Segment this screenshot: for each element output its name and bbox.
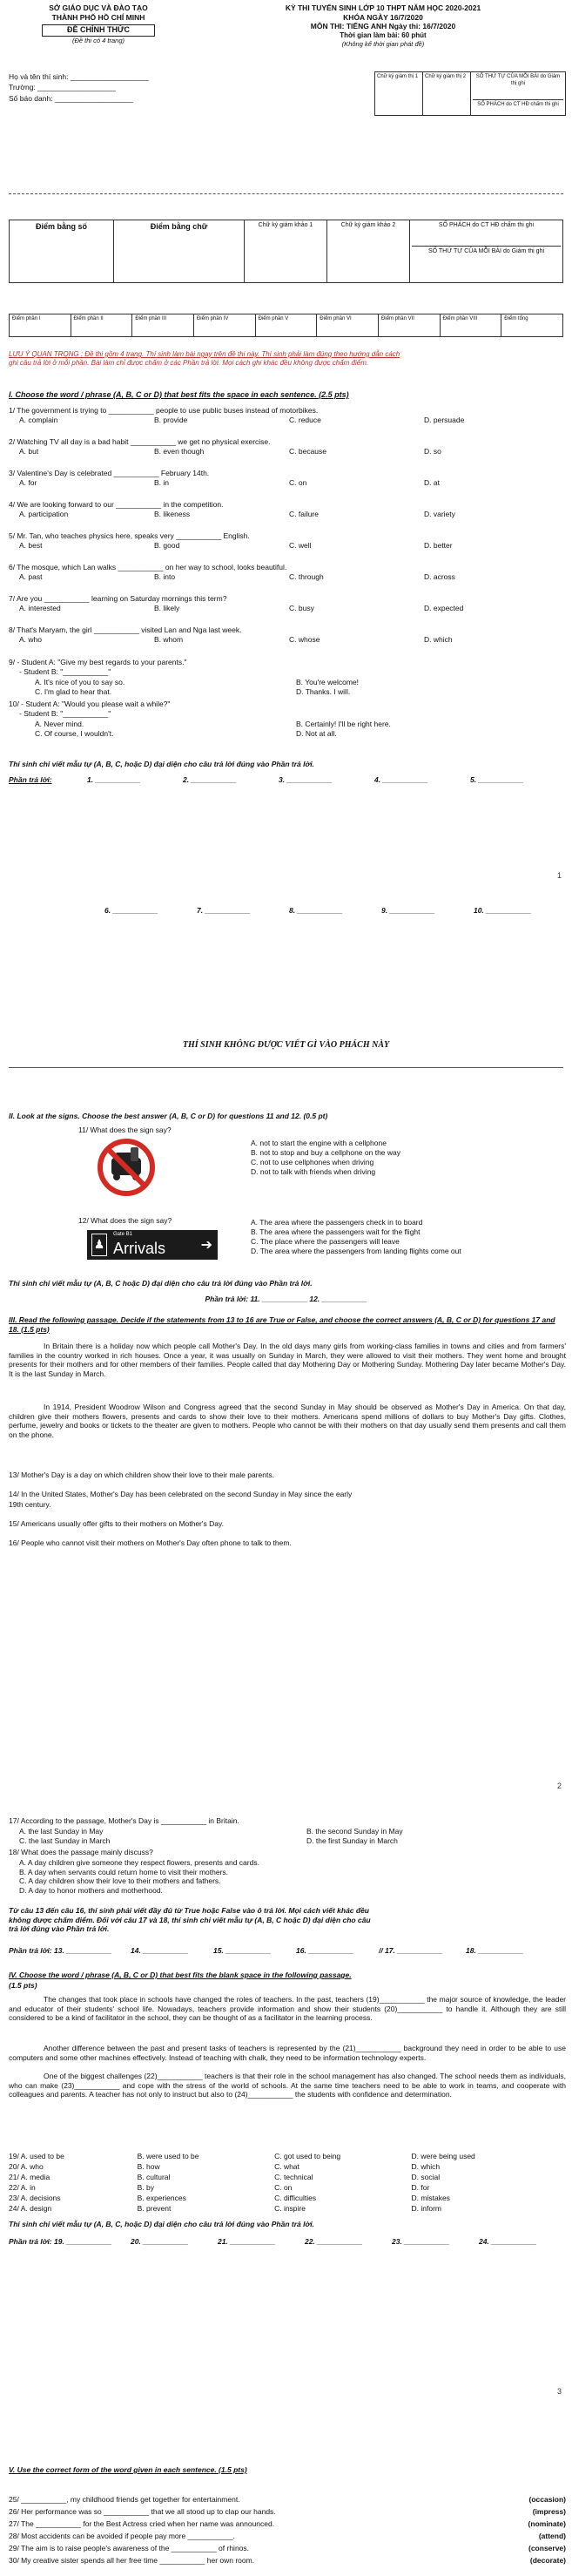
q11-stem: 11/ What does the sign say? <box>78 1126 172 1134</box>
answer-22[interactable]: 22. ___________ <box>305 2237 363 2246</box>
option-c[interactable]: C. got used to being <box>274 2152 341 2160</box>
q17-option-c[interactable]: C. the last Sunday in March <box>19 1836 111 1845</box>
answer-1[interactable]: 1. ___________ <box>87 775 141 784</box>
option-b[interactable]: B. good <box>154 541 180 550</box>
option-c[interactable]: C. what <box>274 2162 299 2171</box>
word-form-item <box>9 2544 566 2553</box>
option-c[interactable]: C. on <box>289 478 307 487</box>
option-d[interactable]: D. better <box>424 541 453 550</box>
option-a[interactable]: 20/ A. who <box>9 2162 44 2171</box>
answer-7[interactable]: 7. ___________ <box>197 906 251 915</box>
part3-paragraph1: In Britain there is a holiday now which people call Mother's Day. In the old days many girls from working-class families in towns and cities and from farmers' families in the country worked in rich houses. Once a year, it was usually on Sunday in March, they were allowed to visit their mothers. They went home and brought presents for their mothers and for other members of their families. People called that day Mothering Day or Mothering Sunday. Mothering Day later became Mother's Day. It is the last Sunday in March. <box>9 1342 566 1378</box>
blank-options-row <box>9 2173 548 2182</box>
option-d[interactable]: D. for <box>411 2183 430 2192</box>
q11-options <box>251 1139 564 1177</box>
part1-answers-row2 <box>104 906 566 916</box>
answer-9[interactable]: 9. ___________ <box>381 906 435 915</box>
q9-student-b: - Student B: "___________" <box>19 667 111 676</box>
option-a[interactable]: 24/ A. design <box>9 2204 52 2213</box>
grade-code-label: SỐ PHÁCH do CT HĐ chấm thi ghi <box>438 222 535 228</box>
root-word: (decorate) <box>529 2556 566 2565</box>
part4-paragraph3: One of the biggest challenges (22)___________ teachers is that their role in the school management has also changed. The school needs them as individuals, who can make (23)___________ and cope with the stress of the world of schools. At the same time teachers need to be able to work in teams, and cooperate with colleagues and parents. A teacher has not only to instruct but also to (24)___________ the students with confidence and determination. <box>9 2072 566 2099</box>
page-number-2: 2 <box>556 1782 562 1790</box>
page-1 <box>0 0 572 1150</box>
exam-title: KỲ THI TUYỂN SINH LỚP 10 THPT NĂM HỌC 2020-2021 <box>285 3 481 12</box>
blank-options-row <box>9 2194 548 2203</box>
option-a[interactable]: A. participation <box>19 510 69 518</box>
question-stem: 8/ That's Maryam, the girl ___________ visited Lan and Nga last week. <box>9 625 242 634</box>
part4-paragraph2: Another difference between the past and present tasks of teachers is represented by the (21)___________ background they need in order to be able to use computers and some other machines effectively. Instead of teaching with chalk, they need to be information technology experts. <box>9 2044 566 2062</box>
answer-23[interactable]: 23. ___________ <box>392 2237 450 2246</box>
part4-answers <box>9 2237 566 2247</box>
q18-option-d[interactable]: D. A day to honor mothers and motherhood. <box>19 1885 163 1895</box>
option-d[interactable]: D. at <box>424 478 440 487</box>
no-phone-icon <box>96 1137 157 1198</box>
answer-16[interactable]: 16. ___________ <box>296 1946 354 1955</box>
answer-24[interactable]: 24. ___________ <box>479 2237 537 2246</box>
option-a[interactable]: 23/ A. decisions <box>9 2194 61 2202</box>
part-mark-cell[interactable]: Điểm phần VII <box>378 314 440 337</box>
q10-option-b[interactable]: B. Certainly! I'll be right here. <box>296 720 391 728</box>
notice-line1: LƯU Ý QUAN TRỌNG : Đề thi gồm 4 trang. Thí sinh làm bài ngay trên đề thi này. Thí sinh phải làm đúng theo hướng dẫn cách <box>9 350 400 358</box>
q12-option-a[interactable]: A. The area where the passengers check in to board <box>251 1218 423 1227</box>
option-c[interactable]: C. inspire <box>274 2204 306 2213</box>
q10-option-c[interactable]: C. Of course, I wouldn't. <box>35 728 114 738</box>
statement-13: 13/ Mother's Day is a day on which children show their love to their male parents. <box>9 1471 274 1479</box>
q17-options <box>19 1827 559 1845</box>
option-b[interactable]: B. prevent <box>137 2204 172 2213</box>
root-word: (conserve) <box>528 2544 566 2552</box>
answer-8[interactable]: 8. ___________ <box>289 906 343 915</box>
option-d[interactable]: D. were being used <box>411 2152 475 2160</box>
question-stem: 5/ Mr. Tan, who teaches physics here, speaks very ___________ English. <box>9 531 250 540</box>
serial-label: SỐ THỨ TỰ CỦA MỖI BÀI do Giám thị ghi <box>475 74 561 86</box>
answer-5[interactable]: 5. ___________ <box>470 775 524 784</box>
answer-17[interactable]: // 17. ___________ <box>379 1946 443 1955</box>
option-b[interactable]: B. even though <box>154 447 205 456</box>
option-b[interactable]: B. experiences <box>137 2194 186 2202</box>
option-a[interactable]: 19/ A. used to be <box>9 2152 64 2160</box>
official-label: ĐỀ CHÍNH THỨC <box>42 24 155 36</box>
blank-options-row <box>9 2183 548 2193</box>
root-word: (nominate) <box>528 2519 566 2528</box>
blank-options-row <box>9 2204 548 2214</box>
part4-points: (1.5 pts) <box>9 1981 37 1990</box>
no-phone-sign <box>96 1137 157 1198</box>
dept-name: SỞ GIÁO DỤC VÀ ĐÀO TẠO <box>49 3 148 12</box>
question-stem: 7/ Are you ___________ learning on Saturday mornings this term? <box>9 594 227 603</box>
notice <box>9 350 563 368</box>
question-options <box>19 572 559 582</box>
answer-3[interactable]: 3. ___________ <box>279 775 333 784</box>
part-mark-cell[interactable]: Điểm tổng <box>501 314 563 337</box>
q9-option-d[interactable]: D. Thanks. I will. <box>296 686 351 696</box>
option-c[interactable]: C. difficulties <box>274 2194 317 2202</box>
question-stem: 4/ We are looking forward to our ___________ in the competition. <box>9 500 224 509</box>
answer-21[interactable]: 21. ___________ <box>218 2237 276 2246</box>
part4-title: IV. Choose the word / phrase (A, B, C or D) that best fits the blank space in the following passage. <box>9 1971 352 1979</box>
statement-16: 16/ People who cannot visit their mothers on Mother's Day often phone to talk to them. <box>9 1538 292 1547</box>
q11-option-c[interactable]: C. not to use cellphones when driving <box>251 1158 374 1167</box>
option-c[interactable]: C. whose <box>289 635 320 644</box>
question-stem: 6/ The mosque, which Lan walks ___________ on her way to school, looks beautiful. <box>9 563 287 571</box>
option-a[interactable]: 22/ A. in <box>9 2183 36 2192</box>
option-b[interactable]: B. into <box>154 572 176 581</box>
answer-label: Phần trả lời: <box>9 775 52 784</box>
q10-stem: 10/ - Student A: "Would you please wait a while?" <box>9 700 171 708</box>
option-b[interactable]: B. by <box>137 2183 154 2192</box>
part3-instruction <box>9 1906 566 1934</box>
q9-options <box>35 678 557 696</box>
option-d[interactable]: D. which <box>411 2162 441 2171</box>
q9-option-a[interactable]: A. It's nice of you to say so. <box>35 678 125 686</box>
arrow-right-icon: ➔ <box>200 1238 212 1253</box>
part4-instruction: Thí sinh chỉ viết mẫu tự (A, B, C, hoặc D) đại diện cho câu trả lời đúng vào Phần trả lời. <box>9 2220 314 2228</box>
answer-2[interactable]: 2. ___________ <box>183 775 237 784</box>
option-c[interactable]: C. because <box>289 447 326 456</box>
serial-cell <box>471 72 566 116</box>
answer-13[interactable]: Phần trả lời: 13. ___________ <box>9 1946 112 1955</box>
top-signature-table <box>374 71 566 116</box>
part-mark-cell[interactable]: Điểm phần V <box>255 314 317 337</box>
blank-options-row <box>9 2152 548 2161</box>
part-marks-table <box>9 314 563 337</box>
question-stem: 3/ Valentine's Day is celebrated ___________ February 14th. <box>9 469 210 477</box>
option-b[interactable]: B. likeness <box>154 510 191 518</box>
q17-option-d[interactable]: D. the first Sunday in March <box>306 1836 398 1845</box>
word-form-item <box>9 2495 566 2505</box>
q10-option-a[interactable]: A. Never mind. <box>35 720 84 728</box>
part-mark-cell[interactable]: Điểm phần I <box>10 314 71 337</box>
q11-option-b[interactable]: B. not to stop and buy a cellphone on the way <box>251 1148 401 1158</box>
answer-15[interactable]: 15. ___________ <box>213 1946 272 1955</box>
q17-option-a[interactable]: A. the last Sunday in May <box>19 1827 104 1836</box>
statement-14: 14/ In the United States, Mother's Day has been celebrated on the second Sunday in May since the early <box>9 1490 353 1498</box>
part3-title: III. Read the following passage. Decide if the statements from 13 to 16 are True or False, and choose the correct answers (A, B, C or D) for questions 17 and 18. (1.5 pts) <box>9 1315 555 1334</box>
option-b[interactable]: B. whom <box>154 635 184 644</box>
exam-time: Thời gian làm bài: 60 phút <box>340 30 427 39</box>
candidate-name-field[interactable]: Họ và tên thí sinh: ___________________ <box>9 72 149 81</box>
question-options <box>19 541 559 551</box>
option-b[interactable]: B. were used to be <box>137 2152 199 2160</box>
candidate-info <box>9 71 149 104</box>
part4-paragraph1: The changes that took place in schools have changed the roles of teachers. In the past, teachers (19)___________ the major source of knowledge, the leader and educator of their students' school life. Nowadays, teachers provide information and show their students (20)___________ to handle it. Although they are still considered to be a kind of facilitator in the school, they can be thought of as a facilitator in the learning process. <box>9 1995 566 2023</box>
blank-options-row <box>9 2162 548 2172</box>
option-d[interactable]: D. mistakes <box>411 2194 450 2202</box>
q18-option-c[interactable]: C. A day children show their love to their mothers and fathers. <box>19 1876 221 1886</box>
option-a[interactable]: A. past <box>19 572 43 581</box>
part-mark-cell[interactable]: Điểm phần IV <box>193 314 255 337</box>
q11-option-a[interactable]: A. not to start the engine with a cellphone <box>251 1139 387 1147</box>
question-stem: 1/ The government is trying to ___________ people to use public buses instead of motorbikes. <box>9 406 319 415</box>
option-d[interactable]: D. expected <box>424 604 464 612</box>
q10-options <box>35 720 557 738</box>
answer-19[interactable]: Phần trả lời: 19. ___________ <box>9 2237 112 2246</box>
part2-title: II. Look at the signs. Choose the best answer (A, B, C or D) for questions 11 and 12. (0.5 pt) <box>9 1112 328 1120</box>
part2-instruction: Thí sinh chỉ viết mẫu tự (A, B, C hoặc D) đại diện cho câu trả lời đúng vào Phần trả lời. <box>9 1279 313 1288</box>
no-write-line <box>9 1067 563 1068</box>
option-a[interactable]: A. who <box>19 635 42 644</box>
question-options <box>19 635 559 645</box>
question-options <box>19 604 559 613</box>
question-options <box>19 447 559 456</box>
q11-option-d[interactable]: D. not to talk with friends when driving <box>251 1167 376 1177</box>
q18-option-b[interactable]: B. A day when servants could return home to visit their mothers. <box>19 1867 229 1876</box>
no-write-notice: THÍ SINH KHÔNG ĐƯỢC VIẾT GÌ VÀO PHÁCH NÀY <box>182 1040 390 1050</box>
option-d[interactable]: D. which <box>424 635 453 644</box>
option-b[interactable]: B. in <box>154 478 170 487</box>
option-a[interactable]: 21/ A. media <box>9 2173 50 2181</box>
q12-option-d[interactable]: D. The area where the passengers from landing flights come out <box>251 1247 461 1256</box>
option-a[interactable]: A. for <box>19 478 37 487</box>
grade-table <box>9 220 563 283</box>
answer-14[interactable]: 14. ___________ <box>131 1946 189 1955</box>
part2-answers[interactable]: Phần trả lời: 11. ___________ 12. ___________ <box>205 1295 367 1303</box>
notice-line2: ghi câu trả lời ở mỗi phần. Bài làm chỉ được chấm ở các Phần trả lời. Mọi cách ghi khác đều không được chấm điểm. <box>9 359 369 367</box>
arrivals-sign <box>87 1230 218 1260</box>
q10-option-d[interactable]: D. Not at all. <box>296 728 337 738</box>
word-form-item <box>9 2556 566 2566</box>
exam-subject: MÔN THI: TIẾNG ANH Ngày thi: 16/7/2020 <box>310 22 456 31</box>
part3-instruction-line2: không được chấm điểm. Đối với câu 17 và 18, thí sinh chỉ viết mẫu tự (A, B, C hoặc D) đại diện cho câu <box>9 1915 371 1924</box>
q9-option-b[interactable]: B. You're welcome! <box>296 678 360 686</box>
word-form-sentence[interactable]: 27/ The ___________ for the Best Actress cried when her name was announced. <box>9 2519 275 2528</box>
exam-time-note: (Không kể thời gian phát đề) <box>341 39 425 48</box>
exam-session: KHÓA NGÀY 16/7/2020 <box>343 12 423 22</box>
option-a[interactable]: A. best <box>19 541 43 550</box>
word-form-item <box>9 2519 566 2529</box>
option-c[interactable]: C. reduce <box>289 416 321 424</box>
option-c[interactable]: C. technical <box>274 2173 313 2181</box>
statement-14-cont: 19th century. <box>9 1500 51 1509</box>
option-d[interactable]: D. so <box>424 447 441 456</box>
grade-serial-label: SỐ THỨ TỰ CỦA MỖI BÀI do Giám thị ghi <box>412 246 561 256</box>
part-mark-cell[interactable]: Điểm phần VIII <box>440 314 501 337</box>
q18-options <box>19 1858 559 1896</box>
city-name: THÀNH PHỐ HỒ CHÍ MINH <box>51 12 145 22</box>
word-form-sentence[interactable]: 28/ Most accidents can be avoided if people pay more ___________. <box>9 2532 235 2540</box>
part-mark-cell[interactable]: Điểm phần VI <box>317 314 379 337</box>
answer-6[interactable]: 6. ___________ <box>104 906 158 915</box>
part1-instruction: Thí sinh chỉ viết mẫu tự (A, B, C, hoặc D) đại diện cho câu trả lời đúng vào Phần trả lời. <box>9 760 314 768</box>
root-word: (impress) <box>532 2507 566 2516</box>
option-b[interactable]: B. cultural <box>137 2173 171 2181</box>
option-d[interactable]: D. across <box>424 572 455 581</box>
page-count: (Đề thi có 4 trang) <box>71 36 125 44</box>
option-b[interactable]: B. how <box>137 2162 160 2171</box>
score-number-box[interactable]: Điểm bằng số <box>10 220 114 283</box>
header-left <box>7 3 190 44</box>
q12-option-b[interactable]: B. The area where the passengers wait for the flight <box>251 1227 421 1237</box>
score-word-box[interactable]: Điểm bằng chữ <box>114 220 245 283</box>
answer-4[interactable]: 4. ___________ <box>374 775 428 784</box>
q18-option-a[interactable]: A. A day children give someone they respect flowers, presents and cards. <box>19 1858 259 1867</box>
grader2-signature[interactable]: Chữ ký giám khảo 2 <box>327 220 410 283</box>
option-d[interactable]: D. social <box>411 2173 441 2181</box>
person-icon: ♟ <box>91 1234 107 1256</box>
root-word: (attend) <box>538 2532 566 2540</box>
word-form-sentence[interactable]: 26/ Her performance was so ___________ that we all stood up to clap our hands. <box>9 2507 276 2516</box>
gate-label: Gate B1 <box>113 1232 133 1237</box>
page-number-3: 3 <box>556 2387 562 2396</box>
grader1-signature[interactable]: Chữ ký giám khảo 1 <box>245 220 327 283</box>
word-form-sentence[interactable]: 25/ ___________, my childhood friends get together for entertainment. <box>9 2495 240 2504</box>
part3-instruction-line1: Từ câu 13 đến câu 16, thí sinh phải viết đầy đủ từ True hoặc False vào ô trả lời. Mọi cách viết khác đều <box>9 1906 369 1915</box>
word-form-sentence[interactable]: 30/ My creative sister spends all her free time ___________ her own room. <box>9 2556 255 2565</box>
question-options <box>19 416 559 425</box>
q12-option-c[interactable]: C. The place where the passengers will leave <box>251 1237 400 1247</box>
candidate-school-field[interactable]: Trường: ___________________ <box>9 83 116 92</box>
option-c[interactable]: C. through <box>289 572 324 581</box>
option-d[interactable]: D. inform <box>411 2204 442 2213</box>
q17-stem: 17/ According to the passage, Mother's Day is ___________ in Britain. <box>9 1816 239 1825</box>
option-a[interactable]: A. interested <box>19 604 61 612</box>
option-a[interactable]: A. complain <box>19 416 58 424</box>
question-stem: 2/ Watching TV all day is a bad habit ___________ we get no physical exercise. <box>9 437 271 446</box>
part-mark-cell[interactable]: Điểm phần II <box>71 314 132 337</box>
q17-option-b[interactable]: B. the second Sunday in May <box>306 1827 403 1836</box>
option-c[interactable]: C. failure <box>289 510 320 518</box>
word-form-item <box>9 2507 566 2517</box>
option-b[interactable]: B. likely <box>154 604 180 612</box>
statement-15: 15/ Americans usually offer gifts to their mothers on Mother's Day. <box>9 1519 224 1528</box>
part3-answers <box>9 1946 566 1956</box>
q12-stem: 12/ What does the sign say? <box>78 1216 172 1225</box>
part5-title: V. Use the correct form of the word given in each sentence. (1.5 pts) <box>9 2465 247 2474</box>
cut-line <box>9 193 563 194</box>
answer-20[interactable]: 20. ___________ <box>131 2237 189 2246</box>
option-c[interactable]: C. on <box>274 2183 293 2192</box>
question-options <box>19 510 559 519</box>
answer-18[interactable]: 18. ___________ <box>466 1946 524 1955</box>
part3-paragraph2: In 1914, President Woodrow Wilson and Congress agreed that the second Sunday in May should be observed as Mother's Day in America. On that day, children give their mothers flowers, presents and cards to show their love to their mothers. Americans spend millions of dollars to buy Mother's Day gifts. Clothes, perfume, jewelry and books or tickets to the theater are given to mothers. People who cannot be with their mothers on that day usually send them presents and call them on the phone. <box>9 1403 566 1439</box>
question-options <box>19 478 559 488</box>
word-form-item <box>9 2532 566 2541</box>
option-d[interactable]: D. variety <box>424 510 455 518</box>
option-c[interactable]: C. well <box>289 541 312 550</box>
option-d[interactable]: D. persuade <box>424 416 465 424</box>
q10-student-b: - Student B: "___________" <box>19 709 111 718</box>
q9-stem: 9/ - Student A: "Give my best regards to your parents." <box>9 658 187 666</box>
candidate-id-field[interactable]: Số báo danh: ___________________ <box>9 93 133 103</box>
option-a[interactable]: A. but <box>19 447 39 456</box>
part3-instruction-line3: trả lời đúng vào Phần trả lời. <box>9 1924 110 1934</box>
header-right <box>200 3 566 48</box>
word-form-sentence[interactable]: 29/ The aim is to raise people's awareness of the ___________ of rhinos. <box>9 2544 250 2552</box>
code-label: SỐ PHÁCH do CT HĐ chấm thi ghi <box>473 99 563 109</box>
examiner2-signature[interactable]: Chữ ký giám thị 2 <box>423 72 471 116</box>
part1-answers-row1 <box>9 775 566 785</box>
page-number-1: 1 <box>556 871 562 880</box>
q18-stem: 18/ What does the passage mainly discuss? <box>9 1848 153 1856</box>
option-b[interactable]: B. provide <box>154 416 188 424</box>
q12-options <box>251 1218 564 1256</box>
option-c[interactable]: C. busy <box>289 604 314 612</box>
q9-option-c[interactable]: C. I'm glad to hear that. <box>35 686 112 696</box>
arrivals-label: Arrivals <box>113 1240 166 1257</box>
root-word: (occasion) <box>528 2495 566 2504</box>
examiner1-signature[interactable]: Chữ ký giám thị 1 <box>375 72 423 116</box>
grade-code-cell <box>410 220 563 283</box>
part-mark-cell[interactable]: Điểm phần III <box>132 314 194 337</box>
part1-title: I. Choose the word / phrase (A, B, C or D) that best fits the space in each sentence. (2.5 pts) <box>9 390 349 399</box>
answer-10[interactable]: 10. ___________ <box>474 906 532 915</box>
